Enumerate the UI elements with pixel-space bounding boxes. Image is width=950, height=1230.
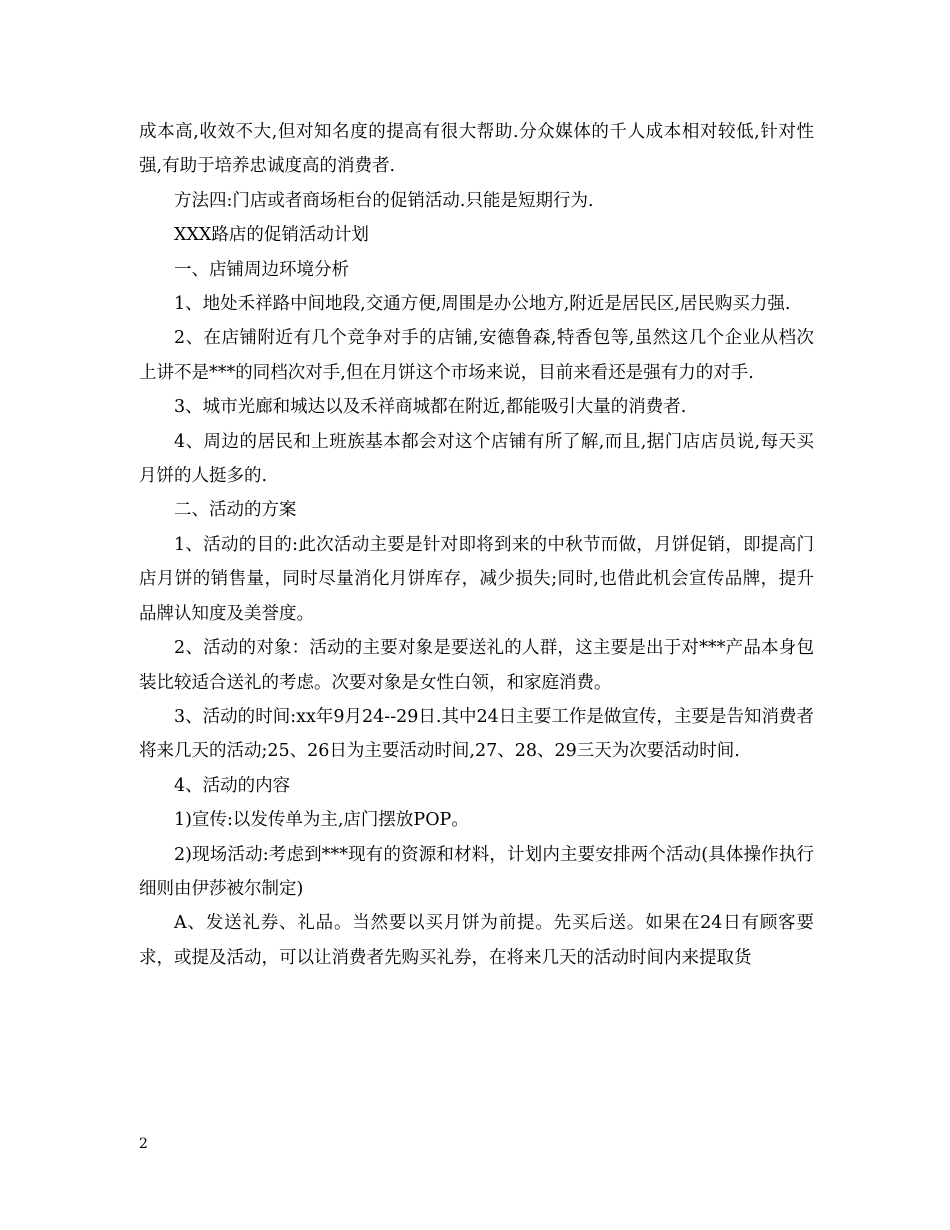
paragraph: A、发送礼券、礼品。当然要以买月饼为前提。先买后送。如果在24日有顾客要求，或提及活动，可以让消费者先购买礼券，在将来几天的活动时间内来提取货	[139, 913, 814, 968]
paragraph: 4、活动的内容	[174, 775, 291, 796]
document-body	[139, 115, 814, 975]
section-heading: 一、店铺周边环境分析	[174, 259, 349, 280]
paragraph: 2、在店铺附近有几个竞争对手的店铺,安德鲁森,特香包等,虽然这几个企业从档次上讲不是***的同档次对手,但在月饼这个市场来说，目前来看还是强有力的对手.	[139, 328, 814, 383]
paragraph: 1、活动的目的:此次活动主要是针对即将到来的中秋节而做，月饼促销，即提高门店月饼的销售量，同时尽量消化月饼库存，减少损失;同时,也借此机会宣传品牌，提升品牌认知度及美誉度。	[139, 534, 814, 624]
section-heading: 二、活动的方案	[174, 500, 297, 521]
paragraph: 3、活动的时间:xx年9月24--29日.其中24日主要工作是做宣传，主要是告知消费者将来几天的活动;25、26日为主要活动时间,27、28、29三天为次要活动时间.	[139, 706, 814, 762]
paragraph: 1)宣传:以发传单为主,店门摆放POP。	[174, 810, 469, 831]
paragraph: 成本高,收效不大,但对知名度的提高有很大帮助.分众媒体的千人成本相对较低,针对性强,有助于培养忠诚度高的消费者.	[139, 122, 814, 177]
page-number: 2	[139, 1136, 148, 1152]
paragraph: 3、城市光廊和城达以及禾祥商城都在附近,都能吸引大量的消费者.	[174, 397, 687, 418]
paragraph: 4、周边的居民和上班族基本都会对这个店铺有所了解,而且,据门店店员说,每天买月饼的人挺多的.	[139, 431, 814, 487]
paragraph: 2、活动的对象：活动的主要对象是要送礼的人群，这主要是出于对***产品本身包装比较适合送礼的考虑。次要对象是女性白领，和家庭消费。	[139, 638, 814, 693]
paragraph: 方法四:门店或者商场柜台的促销活动.只能是短期行为.	[174, 190, 594, 211]
paragraph: 1、地处禾祥路中间地段,交通方便,周围是办公地方,附近是居民区,居民购买力强.	[174, 294, 791, 315]
paragraph: 2)现场活动:考虑到***现有的资源和材料，计划内主要安排两个活动(具体操作执行细则由伊莎被尔制定)	[139, 844, 814, 899]
paragraph: XXX路店的促销活动计划	[174, 225, 369, 246]
